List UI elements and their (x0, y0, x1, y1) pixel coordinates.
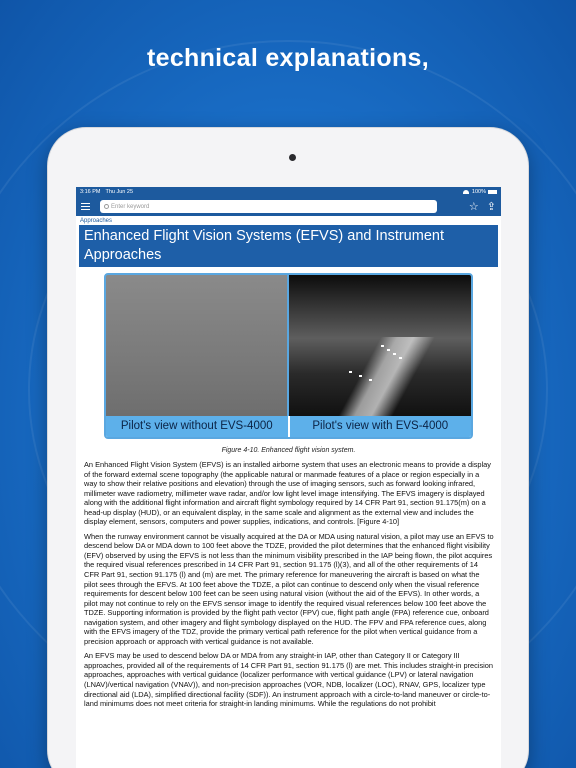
status-bar (76, 187, 501, 197)
breadcrumb[interactable]: Approaches (80, 218, 113, 224)
figure-label-left: Pilot's view without EVS-4000 (106, 416, 288, 437)
bookmark-star-icon[interactable]: ☆ (468, 201, 479, 213)
figure-caption: Figure 4-10. Enhanced flight vision system. (221, 447, 356, 454)
battery-percent: 100% (471, 189, 486, 195)
marketing-headline: technical explanations, (147, 44, 429, 72)
figure-label-right: Pilot's view with EVS-4000 (290, 416, 472, 437)
wifi-icon (463, 190, 469, 194)
app-screen (76, 187, 501, 768)
camera-dot (289, 154, 296, 161)
search-input[interactable] (100, 200, 437, 213)
body-paragraph: An Enhanced Flight Vision System (EFVS) is an installed airborne system that uses an electronic means to provide a display of the forward external scene topography (the applicable natural or manmade features of a place or region especially in a way to show their relative positions and elevation) through the use of imaging sensors, such as forward looking infrared, millimeter wave radiometry, millimeter wave radar, and/or low light level image intensifying. The EFVS imagery is displayed along with the additional flight information and aircraft flight symbology required by 14 CFR Part 91, section 91.175(m) on a head-up display (HUD), or an equivalent display, in the same scale and alignment as the external view and includes the display element, sensors, computers and power supplies, indications, and controls. [Figure 4-10] (84, 460, 491, 527)
body-paragraph: An EFVS may be used to descend below DA or MDA from any straight-in IAP, other than Category II or Category III approaches, provided all of the requirements of 14 CFR Part 91, section 91.175 (l) are met. This includes straight-in precision approaches, approaches with vertical guidance (localizer performance with vertical guidance (LPV) or lateral navigation (LNAV)/vertical navigation (VNAV)), and non-precision approaches (VOR, NDB, localizer (LOC), RNAV, GPS, localizer type directional aid (LDA), simplified directional facility (SDF)). An instrument approach with a circle-to-land maneuver or circle-to-land minimums does not meet criteria for straight-in landing minimums. While the regulations do not prohibit (84, 651, 494, 709)
battery-icon (488, 190, 497, 194)
search-placeholder: Enter keyword (111, 203, 150, 210)
figure-image-with-evs (289, 275, 471, 416)
figure-image-without-evs (106, 275, 287, 416)
status-time: 3:16 PM (80, 189, 101, 195)
hamburger-menu-icon[interactable] (81, 203, 90, 210)
search-icon (104, 204, 109, 209)
page-title: Enhanced Flight Vision Systems (EFVS) and Instrument Approaches (79, 225, 498, 267)
app-toolbar (76, 197, 501, 216)
share-icon[interactable]: ⇪ (486, 201, 496, 213)
status-date: Thu Jun 25 (105, 189, 134, 195)
ipad-frame (48, 128, 528, 768)
body-paragraph: When the runway environment cannot be visually acquired at the DA or MDA using natural vision, a pilot may use an EFVS to descend below DA or MDA down to 100 feet above the TDZE, provided the pilot determines that the enhanced flight visibility (EFV) observed by using the EFVS is not less than the minimum visibility prescribed in the IAP being flown, the pilot acquires the required visual references prescribed in 14 CFR Part 91, section 91.175 (l)(3), and all of the other requirements of 14 CFR Part 91, section 91.175 (l) and (m) are met. The primary reference for maneuvering the aircraft is based on what the pilot sees through the EFVS. At 100 feet above the TDZE, a pilot can continue to descend only when the visual reference requirements for descent below 100 feet can be seen using natural vision (without the aid of the EFVS). In other words, a pilot may not continue to rely on the EFVS sensor image to identify the required visual references below 100 feet above the TDZE. Supporting information is provided by the flight path vector (FPV) cue, flight path angle (FPA) reference cue, onboard navigation system, and other imagery and flight symbology displayed on the HUD. The FPV and FPA reference cues, along with the EFVS imagery of the TDZ, provide the primary vertical path reference for the pilot when vertical guidance from a precision approach or approach with vertical guidance is not available. (84, 531, 494, 646)
efvs-figure (104, 273, 473, 439)
